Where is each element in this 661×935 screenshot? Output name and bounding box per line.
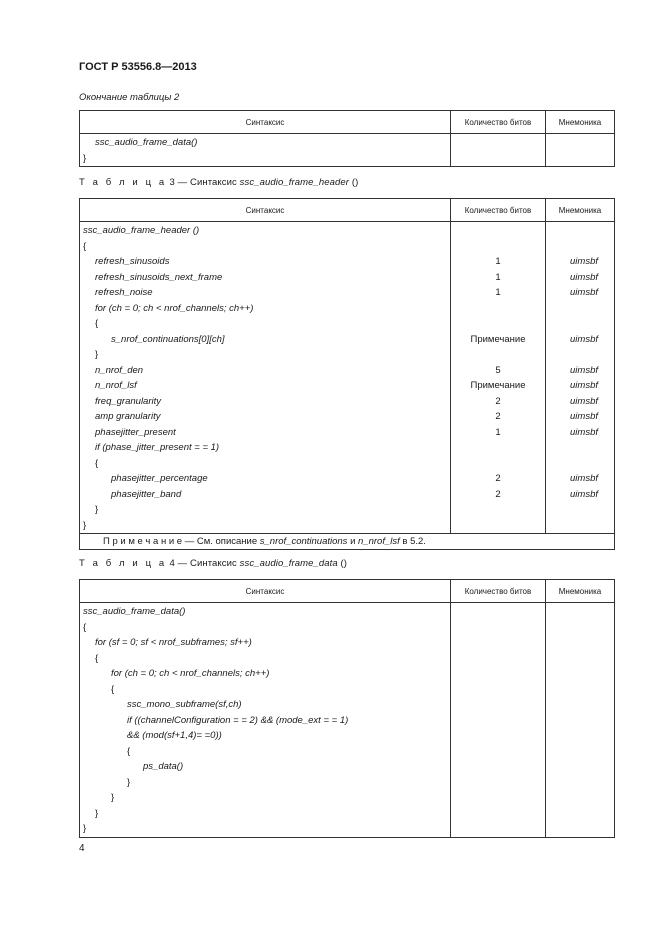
- table-3-mnemonic-value: uimsbf: [570, 256, 598, 267]
- table-3-bits-value: 5: [495, 364, 501, 376]
- table-3-bits-value: Примечание: [470, 380, 526, 391]
- table-3-bits-value: 1: [495, 287, 501, 298]
- table-3-mnemonic-value: [546, 456, 614, 472]
- table-3-syntax-line: }: [95, 349, 99, 360]
- table-3-mnemonic-value: uimsbf: [570, 333, 598, 345]
- table-3-syntax-line: }: [83, 519, 87, 531]
- table-3-mnemonic-value: uimsbf: [570, 287, 598, 298]
- table-3-mnemonic-value: [546, 301, 614, 317]
- table-4-syntax-line: }: [127, 776, 131, 788]
- table-3-bits-value: 2: [495, 473, 501, 484]
- table-3-bits-value: [451, 518, 545, 534]
- table-3-bits-value: Примечание: [470, 333, 526, 345]
- table-3-syntax-line: {: [95, 318, 99, 329]
- table-4-syntax-column: [80, 603, 451, 838]
- table-4-syntax-line: {: [111, 683, 115, 695]
- table-3-syntax-line: for (ch = 0; ch < nrof_channels; ch++): [95, 302, 254, 314]
- table-3-mnemonic-value: uimsbf: [570, 364, 598, 376]
- table-3-mnemonic-value: [546, 223, 614, 239]
- table-3-bits-value: [451, 440, 545, 456]
- table-3-syntax-line: refresh_noise: [95, 287, 153, 298]
- table-3-syntax-line: ssc_audio_frame_header (): [83, 225, 200, 236]
- table-3-bits-column: [451, 222, 546, 534]
- table-3-bits-value: [451, 223, 545, 239]
- col-header-syntax: Синтаксис: [80, 199, 451, 222]
- col-header-mnemonic: Мнемоника: [546, 199, 615, 222]
- table-3-syntax-line: refresh_sinusoids_next_frame: [95, 271, 223, 283]
- table-3-syntax-line: n_nrof_lsf: [95, 380, 137, 391]
- table-2: [79, 110, 615, 167]
- table-3-mnemonic-column: [546, 222, 615, 534]
- table-4-syntax-line: && (mod(sf+1,4)= =0)): [127, 730, 222, 741]
- table-3-syntax-line: s_nrof_continuations[0][ch]: [111, 333, 225, 345]
- table-4-syntax-line: {: [83, 621, 87, 633]
- table-4-syntax-line: for (sf = 0; sf < nrof_subframes; sf++): [95, 637, 252, 648]
- table-4-syntax-line: {: [127, 745, 131, 757]
- table-3-bits-value: 2: [495, 488, 501, 500]
- continuation-label: Окончание таблицы 2: [79, 92, 180, 103]
- table-4-syntax-line: for (ch = 0; ch < nrof_channels; ch++): [111, 668, 270, 679]
- table-3-mnemonic-value: [546, 518, 614, 534]
- table-4-syntax-line: ps_data(): [143, 761, 184, 772]
- table-3-bits-value: 1: [495, 271, 501, 283]
- table-3-bits-value: 2: [495, 411, 501, 422]
- table-3-mnemonic-value: [546, 502, 614, 518]
- table-3-mnemonic-value: uimsbf: [570, 271, 598, 283]
- table-3-mnemonic-value: uimsbf: [570, 380, 598, 391]
- table-3-syntax-line: phasejitter_band: [111, 488, 182, 500]
- table-3-bits-value: [451, 502, 545, 518]
- table-4-syntax-line: }: [95, 807, 99, 819]
- table-3-mnemonic-value: uimsbf: [570, 426, 598, 438]
- syntax-line: }: [83, 152, 87, 164]
- table-3-bits-value: [451, 456, 545, 472]
- table-3-mnemonic-value: [546, 316, 614, 332]
- table-3-bits-value: 1: [495, 256, 501, 267]
- table-4-caption: Т а б л и ц а 4 — Синтаксис ssc_audio_frame_data (): [79, 558, 348, 569]
- col-header-syntax: Синтаксис: [80, 580, 451, 603]
- table-3-syntax-line: phasejitter_percentage: [111, 473, 208, 484]
- table-3-mnemonic-value: [546, 347, 614, 363]
- table-3-mnemonic-value: uimsbf: [570, 473, 598, 484]
- table-3-bits-value: [451, 239, 545, 255]
- table-3-syntax-line: freq_granularity: [95, 395, 162, 407]
- table-3: [79, 198, 615, 550]
- table-3-syntax-line: }: [95, 504, 99, 515]
- col-header-bits: Количество битов: [451, 199, 546, 222]
- table-3-bits-value: 1: [495, 426, 501, 438]
- table-4-syntax-line: if ((channelConfiguration = = 2) && (mode_ext = = 1): [127, 714, 349, 726]
- table-3-syntax-line: {: [95, 457, 99, 469]
- table-3-note: П р и м е ч а н и е — См. описание s_nrof_continuations и n_nrof_lsf в 5.2.: [80, 534, 615, 550]
- table-3-mnemonic-value: [546, 440, 614, 456]
- table-3-mnemonic-value: uimsbf: [570, 411, 598, 422]
- table-4-syntax-line: ssc_mono_subframe(sf,ch): [127, 699, 242, 710]
- col-header-mnemonic: Мнемоника: [546, 111, 615, 134]
- table-3-bits-value: [451, 301, 545, 317]
- col-header-syntax: Синтаксис: [80, 111, 451, 134]
- table-4-syntax-line: }: [83, 823, 87, 834]
- table-3-syntax-line: if (phase_jitter_present = = 1): [95, 442, 220, 453]
- table-3-caption: Т а б л и ц а 3 — Синтаксис ssc_audio_frame_header (): [79, 177, 359, 188]
- table-4-syntax-line: {: [95, 652, 99, 664]
- table-4: [79, 579, 615, 838]
- col-header-bits: Количество битов: [451, 111, 546, 134]
- table-4-syntax-line: }: [111, 792, 115, 803]
- table-3-syntax-line: n_nrof_den: [95, 364, 144, 376]
- table-3-bits-value: [451, 347, 545, 363]
- table-4-syntax-line: ssc_audio_frame_data(): [83, 606, 186, 617]
- table-3-syntax-column: [80, 222, 451, 534]
- table-3-syntax-line: phasejitter_present: [95, 426, 176, 438]
- table-3-bits-value: 2: [495, 395, 501, 407]
- col-header-mnemonic: Мнемоника: [546, 580, 615, 603]
- col-header-bits: Количество битов: [451, 580, 546, 603]
- page-number: 4: [79, 843, 85, 854]
- table-3-mnemonic-value: uimsbf: [570, 395, 598, 407]
- table-3-syntax-line: {: [83, 240, 87, 252]
- table-3-syntax-line: amp granularity: [95, 411, 161, 422]
- table-3-mnemonic-value: uimsbf: [570, 488, 598, 500]
- table-3-mnemonic-value: [546, 239, 614, 255]
- table-3-syntax-line: refresh_sinusoids: [95, 256, 170, 267]
- table-3-bits-value: [451, 316, 545, 332]
- standard-header: ГОСТ Р 53556.8—2013: [79, 61, 197, 73]
- syntax-line: ssc_audio_frame_data(): [95, 137, 198, 148]
